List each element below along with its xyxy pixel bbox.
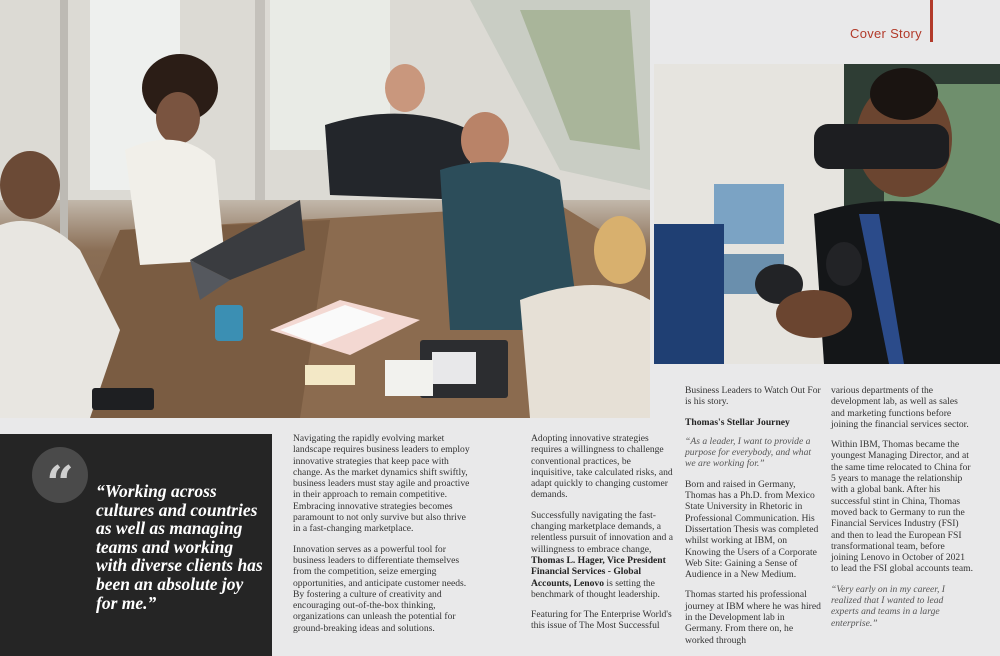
vr-illustration [654, 64, 1000, 364]
vr-headset-photo [654, 64, 1000, 364]
paragraph: Born and raised in Germany, Thomas has a Ph.D. from Mexico State University in Rhetoric in Professional Communication. His Dissertation Thesis was completed whilst working at IBM, on Knowing the Users of a Corporate Web Site: Gaining a Sense of Audience in a New Medium. [685, 478, 819, 581]
paragraph-text: Successfully navigating the fast-changing marketplace demands, a relentless pursuit of innovation and a willingness to embrace change, [531, 509, 674, 555]
article-column-4 [831, 385, 973, 638]
paragraph: Business Leaders to Watch Out For is his story. [685, 385, 821, 408]
paragraph-text: is setting the benchmark of thought leadership. [531, 577, 660, 600]
paragraph [531, 510, 673, 600]
section-heading: Thomas's Stellar Journey [685, 416, 790, 428]
quote-mark-icon: “ [32, 447, 88, 503]
article-column-3 [685, 385, 821, 655]
paragraph: Thomas started his professional journey at IBM where he was hired in the Development lab in Germany. From there on, he worked through [685, 589, 821, 646]
meeting-photo [0, 0, 650, 418]
paragraph: Innovation serves as a powerful tool for business leaders to differentiate themselves from the competition, seize emerging opportunities, and anticipate customer needs. By fostering a culture of creativity and encouraging out-of-the-box thinking, organizations can unleash the potential for ground-breaking ideas and solutions. [293, 543, 467, 634]
subject-name: Thomas L. Hager, Vice President Financial Services - Global Accounts, Lenovo [531, 554, 666, 589]
section-label-bar [930, 0, 933, 42]
meeting-illustration [0, 0, 650, 418]
article-column-1 [293, 433, 475, 643]
paragraph: various departments of the development lab, as well as sales and marketing functions before joining the financial services sector. [831, 385, 969, 430]
pull-quote-text: “Working across cultures and countries as well as managing teams and working with diverse clients has been an absolute joy for me.” [96, 481, 263, 613]
inline-quote: “As a leader, I want to provide a purpose for everybody, and what we are working for.” [685, 435, 812, 470]
inline-quote: “Very early on in my career, I realized that I wanted to lead experts and teams in a large enterprise.” [831, 583, 945, 629]
paragraph: Featuring for The Enterprise World's this issue of The Most Successful [531, 609, 672, 632]
section-label: Cover Story [850, 26, 922, 41]
article-column-2 [531, 433, 673, 641]
paragraph: Navigating the rapidly evolving market landscape requires business leaders to employ innovative strategies that keep pace with change. As the market dynamics shift swiftly, business leaders must stay agile and proactive in their approach to remain competitive. Embracing innovative strategies becomes paramount to not only survive but also thrive in a fast-changing marketplace. [293, 433, 470, 535]
paragraph: Adopting innovative strategies requires a willingness to challenge conventional practices, be inquisitive, take calculated risks, and adapt quickly to changing customer demands. [531, 433, 673, 501]
paragraph: Within IBM, Thomas became the youngest Managing Director, and at the same time relocated to China for 5 years to manage the relationship with a global bank. After his successful stint in China, Thomas moved back to Germany to run the Financial Services Industry (FSI) and then to lead the European FSI transformational team, before joining Lenovo in October of 2021 to lead the FSI global accounts team. [831, 439, 974, 575]
